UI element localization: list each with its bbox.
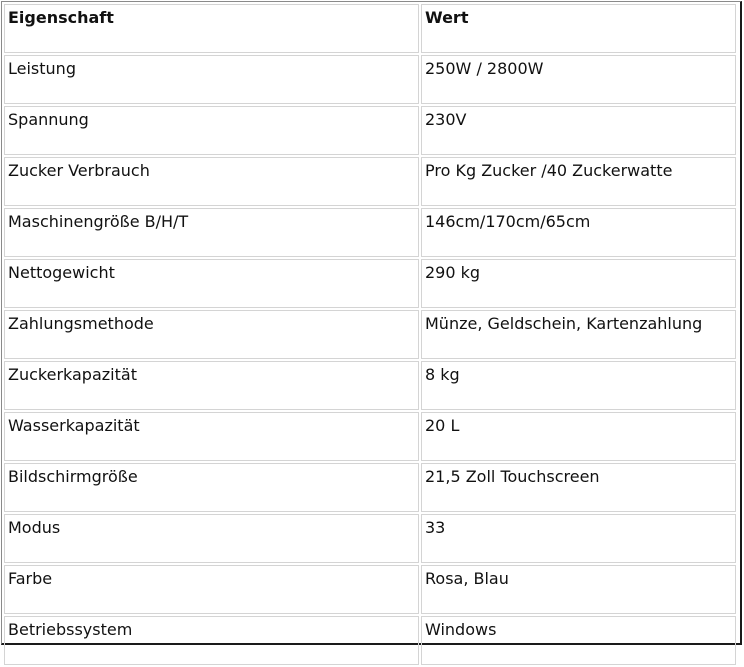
property-cell: Bildschirmgröße xyxy=(4,463,419,512)
value-cell: 290 kg xyxy=(421,259,736,308)
table-header-row xyxy=(4,4,736,53)
header-value: Wert xyxy=(421,4,736,53)
table-row xyxy=(4,157,736,206)
value-cell: Windows xyxy=(421,616,736,665)
value-cell: 21,5 Zoll Touchscreen xyxy=(421,463,736,512)
property-cell: Modus xyxy=(4,514,419,563)
value-cell: Pro Kg Zucker /40 Zuckerwatte xyxy=(421,157,736,206)
table-row xyxy=(4,616,736,665)
value-cell: 8 kg xyxy=(421,361,736,410)
value-cell: 33 xyxy=(421,514,736,563)
table-row xyxy=(4,259,736,308)
table-row xyxy=(4,106,736,155)
property-cell: Wasserkapazität xyxy=(4,412,419,461)
property-cell: Farbe xyxy=(4,565,419,614)
table-row xyxy=(4,55,736,104)
spec-table xyxy=(2,2,738,667)
property-cell: Leistung xyxy=(4,55,419,104)
table-row xyxy=(4,514,736,563)
table-row xyxy=(4,361,736,410)
table-row xyxy=(4,310,736,359)
value-cell: Rosa, Blau xyxy=(421,565,736,614)
property-cell: Zahlungsmethode xyxy=(4,310,419,359)
property-cell: Maschinengröße B/H/T xyxy=(4,208,419,257)
property-cell: Betriebssystem xyxy=(4,616,419,665)
table-row xyxy=(4,208,736,257)
value-cell: 20 L xyxy=(421,412,736,461)
property-cell: Nettogewicht xyxy=(4,259,419,308)
value-cell: 250W / 2800W xyxy=(421,55,736,104)
value-cell: Münze, Geldschein, Kartenzahlung xyxy=(421,310,736,359)
property-cell: Spannung xyxy=(4,106,419,155)
table-row xyxy=(4,412,736,461)
property-cell: Zucker Verbrauch xyxy=(4,157,419,206)
value-cell: 146cm/170cm/65cm xyxy=(421,208,736,257)
property-cell: Zuckerkapazität xyxy=(4,361,419,410)
header-property: Eigenschaft xyxy=(4,4,419,53)
table-row xyxy=(4,463,736,512)
table-row xyxy=(4,565,736,614)
value-cell: 230V xyxy=(421,106,736,155)
